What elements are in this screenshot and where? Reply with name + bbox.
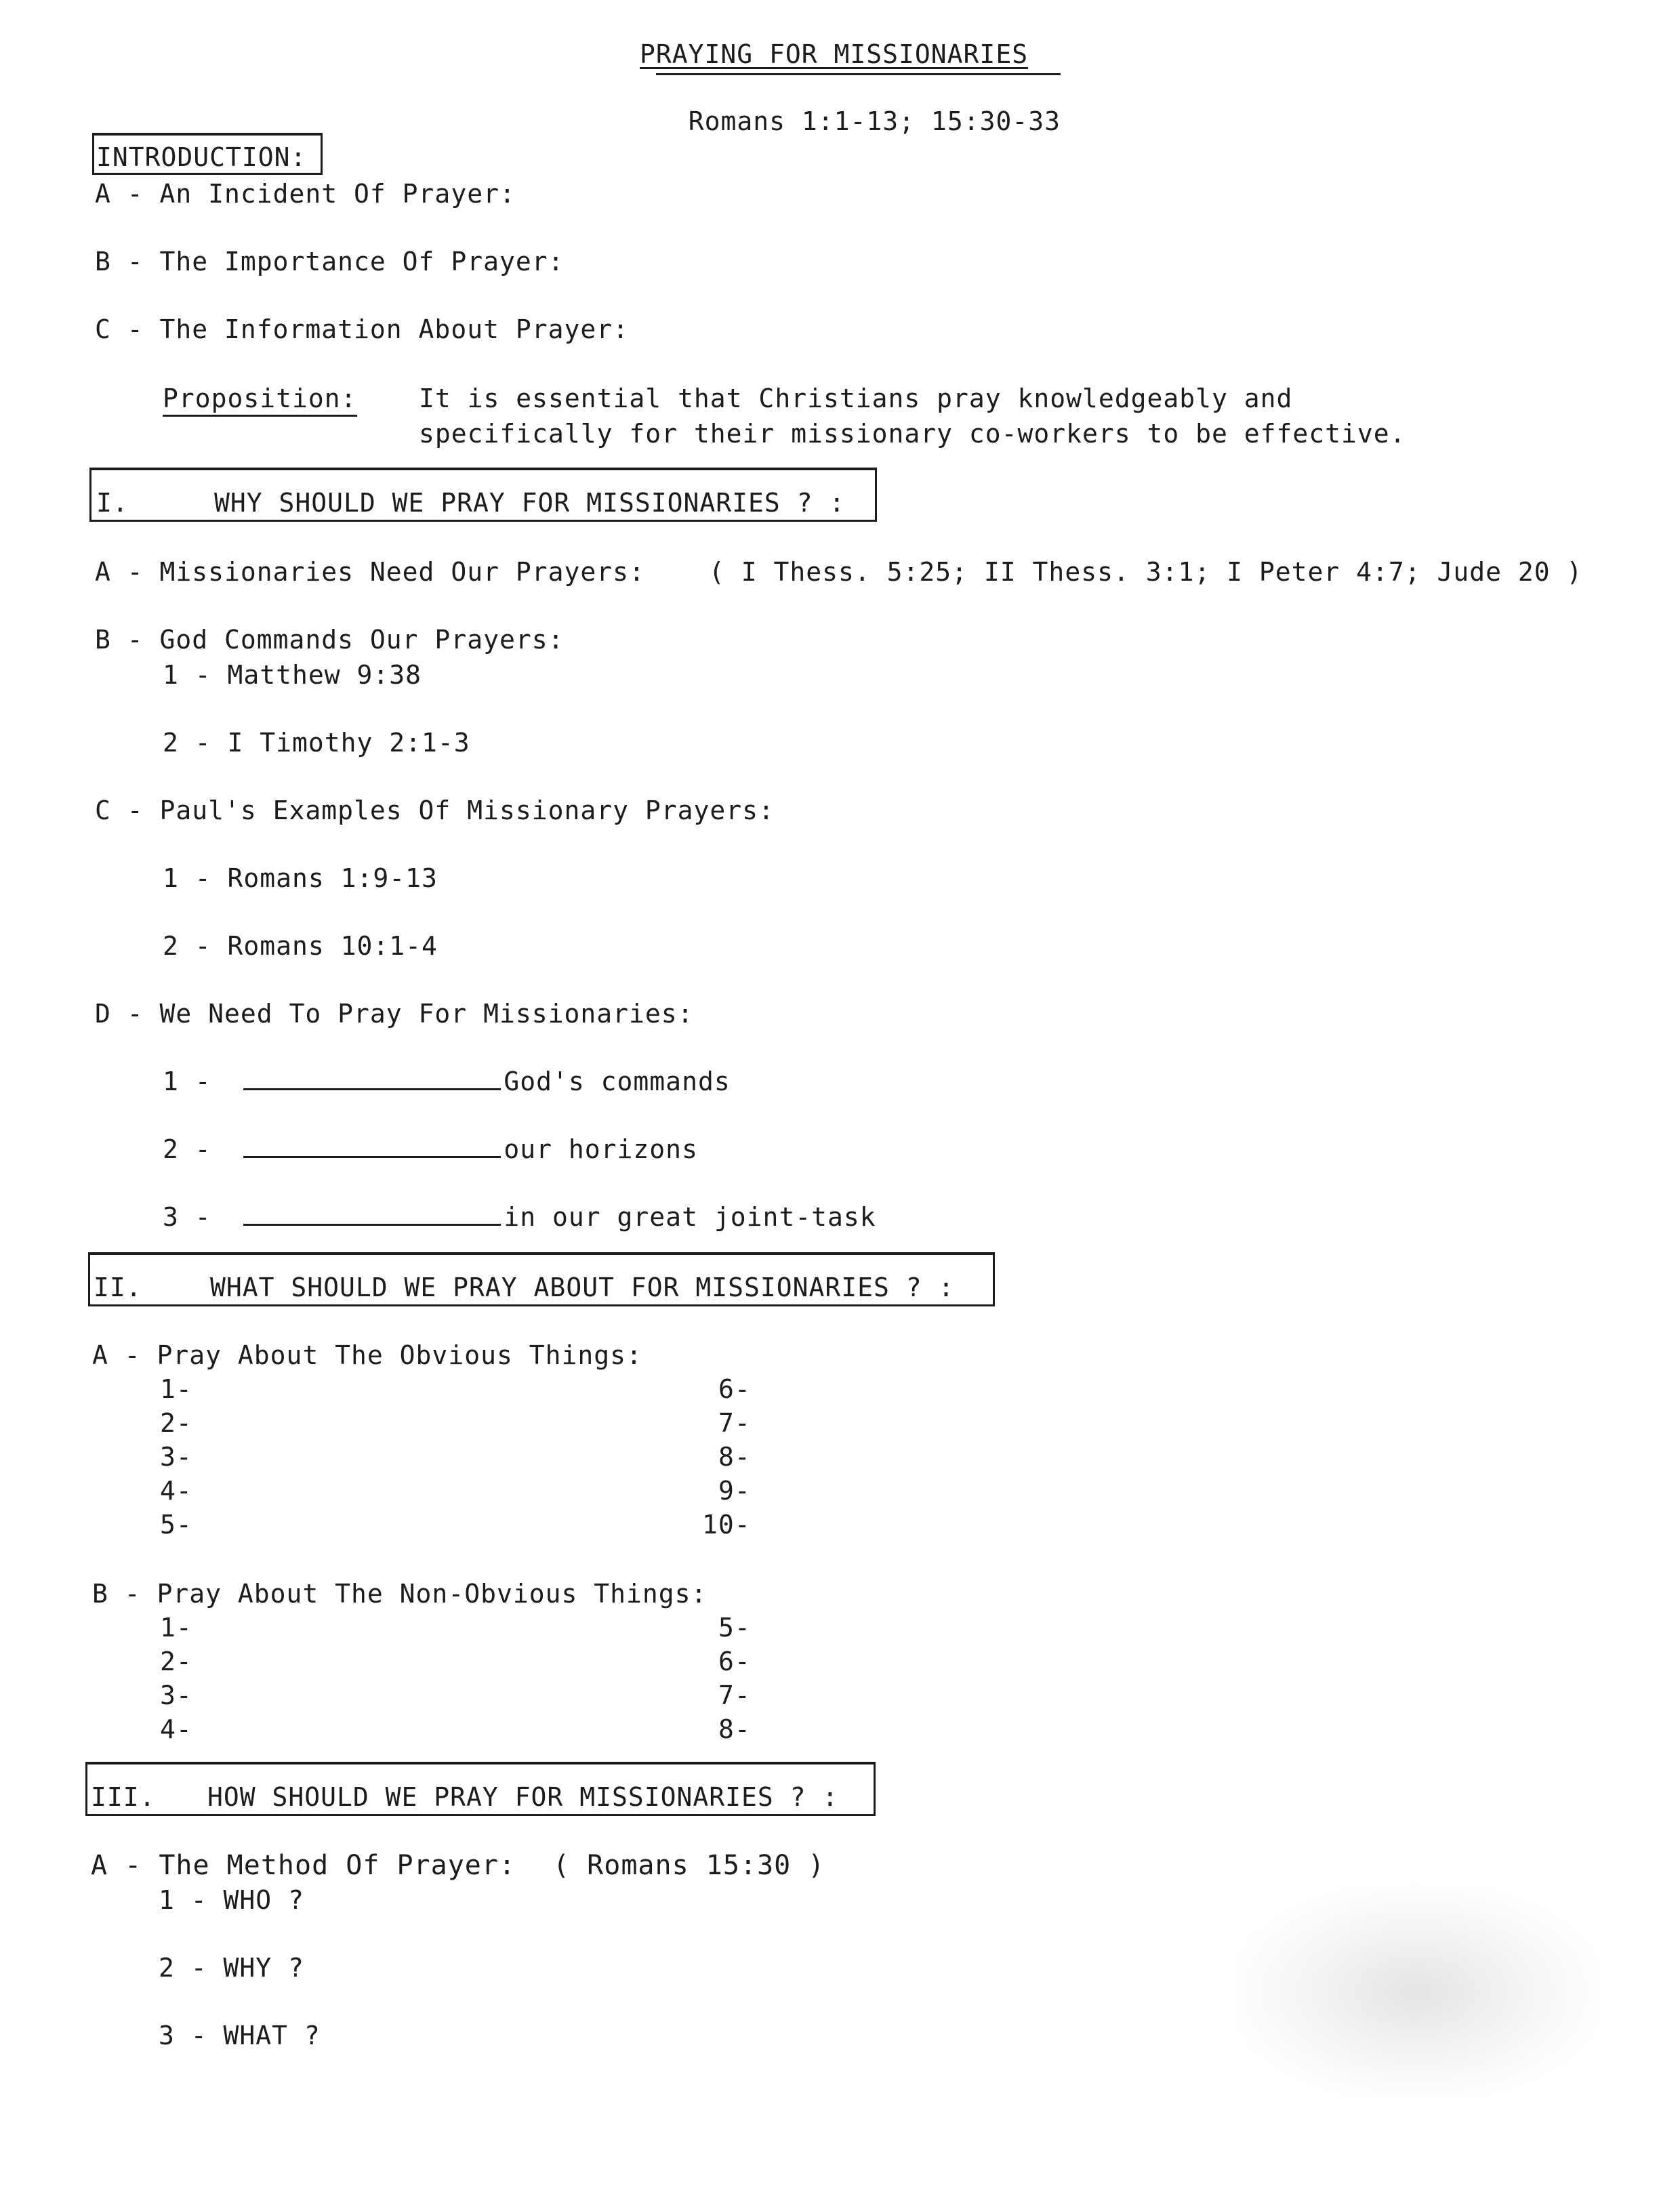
non-obvious-item-6: 6- [718,1647,751,1676]
page-title: PRAYING FOR MISSIONARIES [640,39,1029,69]
obvious-item-6: 6- [718,1374,751,1404]
fill-in-blank-3[interactable] [243,1203,501,1226]
introduction-label: INTRODUCTION: [96,142,307,172]
section-2-point-b: B - Pray About The Non-Obvious Things: [92,1579,708,1609]
d3-number: 3 - [163,1202,211,1232]
section-1-point-a: A - Missionaries Need Our Prayers: [95,557,645,587]
section-2-heading: WHAT SHOULD WE PRAY ABOUT FOR MISSIONARIES ? : [210,1273,955,1302]
section-1-point-c: C - Paul's Examples Of Missionary Prayers: [95,796,775,825]
obvious-item-8: 8- [718,1442,751,1472]
section-3-point-a: A - The Method Of Prayer: [91,1850,516,1881]
obvious-item-5: 5- [160,1510,192,1540]
section-3-heading: HOW SHOULD WE PRAY FOR MISSIONARIES ? : [207,1782,839,1812]
section-1-number: I. [96,488,129,518]
section-1-point-a-refs: ( I Thess. 5:25; II Thess. 3:1; I Peter 4:7; Jude 20 ) [709,557,1583,587]
obvious-item-2: 2- [160,1408,192,1438]
d1-text: God's commands [504,1067,731,1096]
section-2-point-a: A - Pray About The Obvious Things: [92,1340,642,1370]
non-obvious-item-4: 4- [160,1714,192,1744]
section-3-point-a1: 1 - WHO ? [159,1885,304,1915]
section-1-point-c2: 2 - Romans 10:1-4 [163,931,438,961]
obvious-item-4: 4- [160,1476,192,1506]
obvious-item-7: 7- [718,1408,751,1438]
scripture-text: Romans 1:1-13; 15:30-33 [688,106,1061,136]
intro-point-b: B - The Importance Of Prayer: [95,247,565,276]
fill-in-blank-1[interactable] [243,1068,501,1090]
section-1-point-b: B - God Commands Our Prayers: [95,625,565,655]
non-obvious-item-2: 2- [160,1647,192,1676]
section-1-point-b1: 1 - Matthew 9:38 [163,660,422,690]
section-1-heading: WHY SHOULD WE PRAY FOR MISSIONARIES ? : [214,488,846,518]
non-obvious-item-5: 5- [718,1613,751,1643]
obvious-item-3: 3- [160,1442,192,1472]
d3-text: in our great joint-task [504,1202,876,1232]
section-1-point-d1 [163,1067,731,1096]
fill-in-blank-2[interactable] [243,1136,501,1158]
obvious-item-10: 10- [702,1510,751,1540]
section-1-point-d3 [163,1202,876,1232]
intro-point-a: A - An Incident Of Prayer: [95,179,516,209]
non-obvious-item-3: 3- [160,1680,192,1710]
d2-text: our horizons [504,1134,698,1164]
non-obvious-item-8: 8- [718,1714,751,1744]
non-obvious-item-1: 1- [160,1613,192,1643]
intro-point-c: C - The Information About Prayer: [95,314,629,344]
section-1-point-d2 [163,1134,698,1164]
proposition-label: Proposition: [163,384,357,417]
section-1-point-d: D - We Need To Pray For Missionaries: [95,999,694,1029]
obvious-item-1: 1- [160,1374,192,1404]
proposition-line-1: It is essential that Christians pray knowledgeably and [419,384,1293,413]
section-3-point-a-ref: ( Romans 15:30 ) [553,1850,825,1881]
scan-smudge [1233,1884,1599,2101]
section-1-point-b2: 2 - I Timothy 2:1-3 [163,728,470,758]
obvious-item-9: 9- [718,1476,751,1506]
section-3-number: III. [91,1782,156,1812]
d1-number: 1 - [163,1067,211,1096]
section-2-number: II. [94,1273,142,1302]
scripture-reference [656,73,1061,136]
non-obvious-item-7: 7- [718,1680,751,1710]
d2-number: 2 - [163,1134,211,1164]
section-3-point-a2: 2 - WHY ? [159,1953,304,1983]
section-3-point-a3: 3 - WHAT ? [159,2021,321,2050]
section-1-point-c1: 1 - Romans 1:9-13 [163,863,438,893]
proposition-line-2: specifically for their missionary co-workers to be effective. [419,419,1406,449]
